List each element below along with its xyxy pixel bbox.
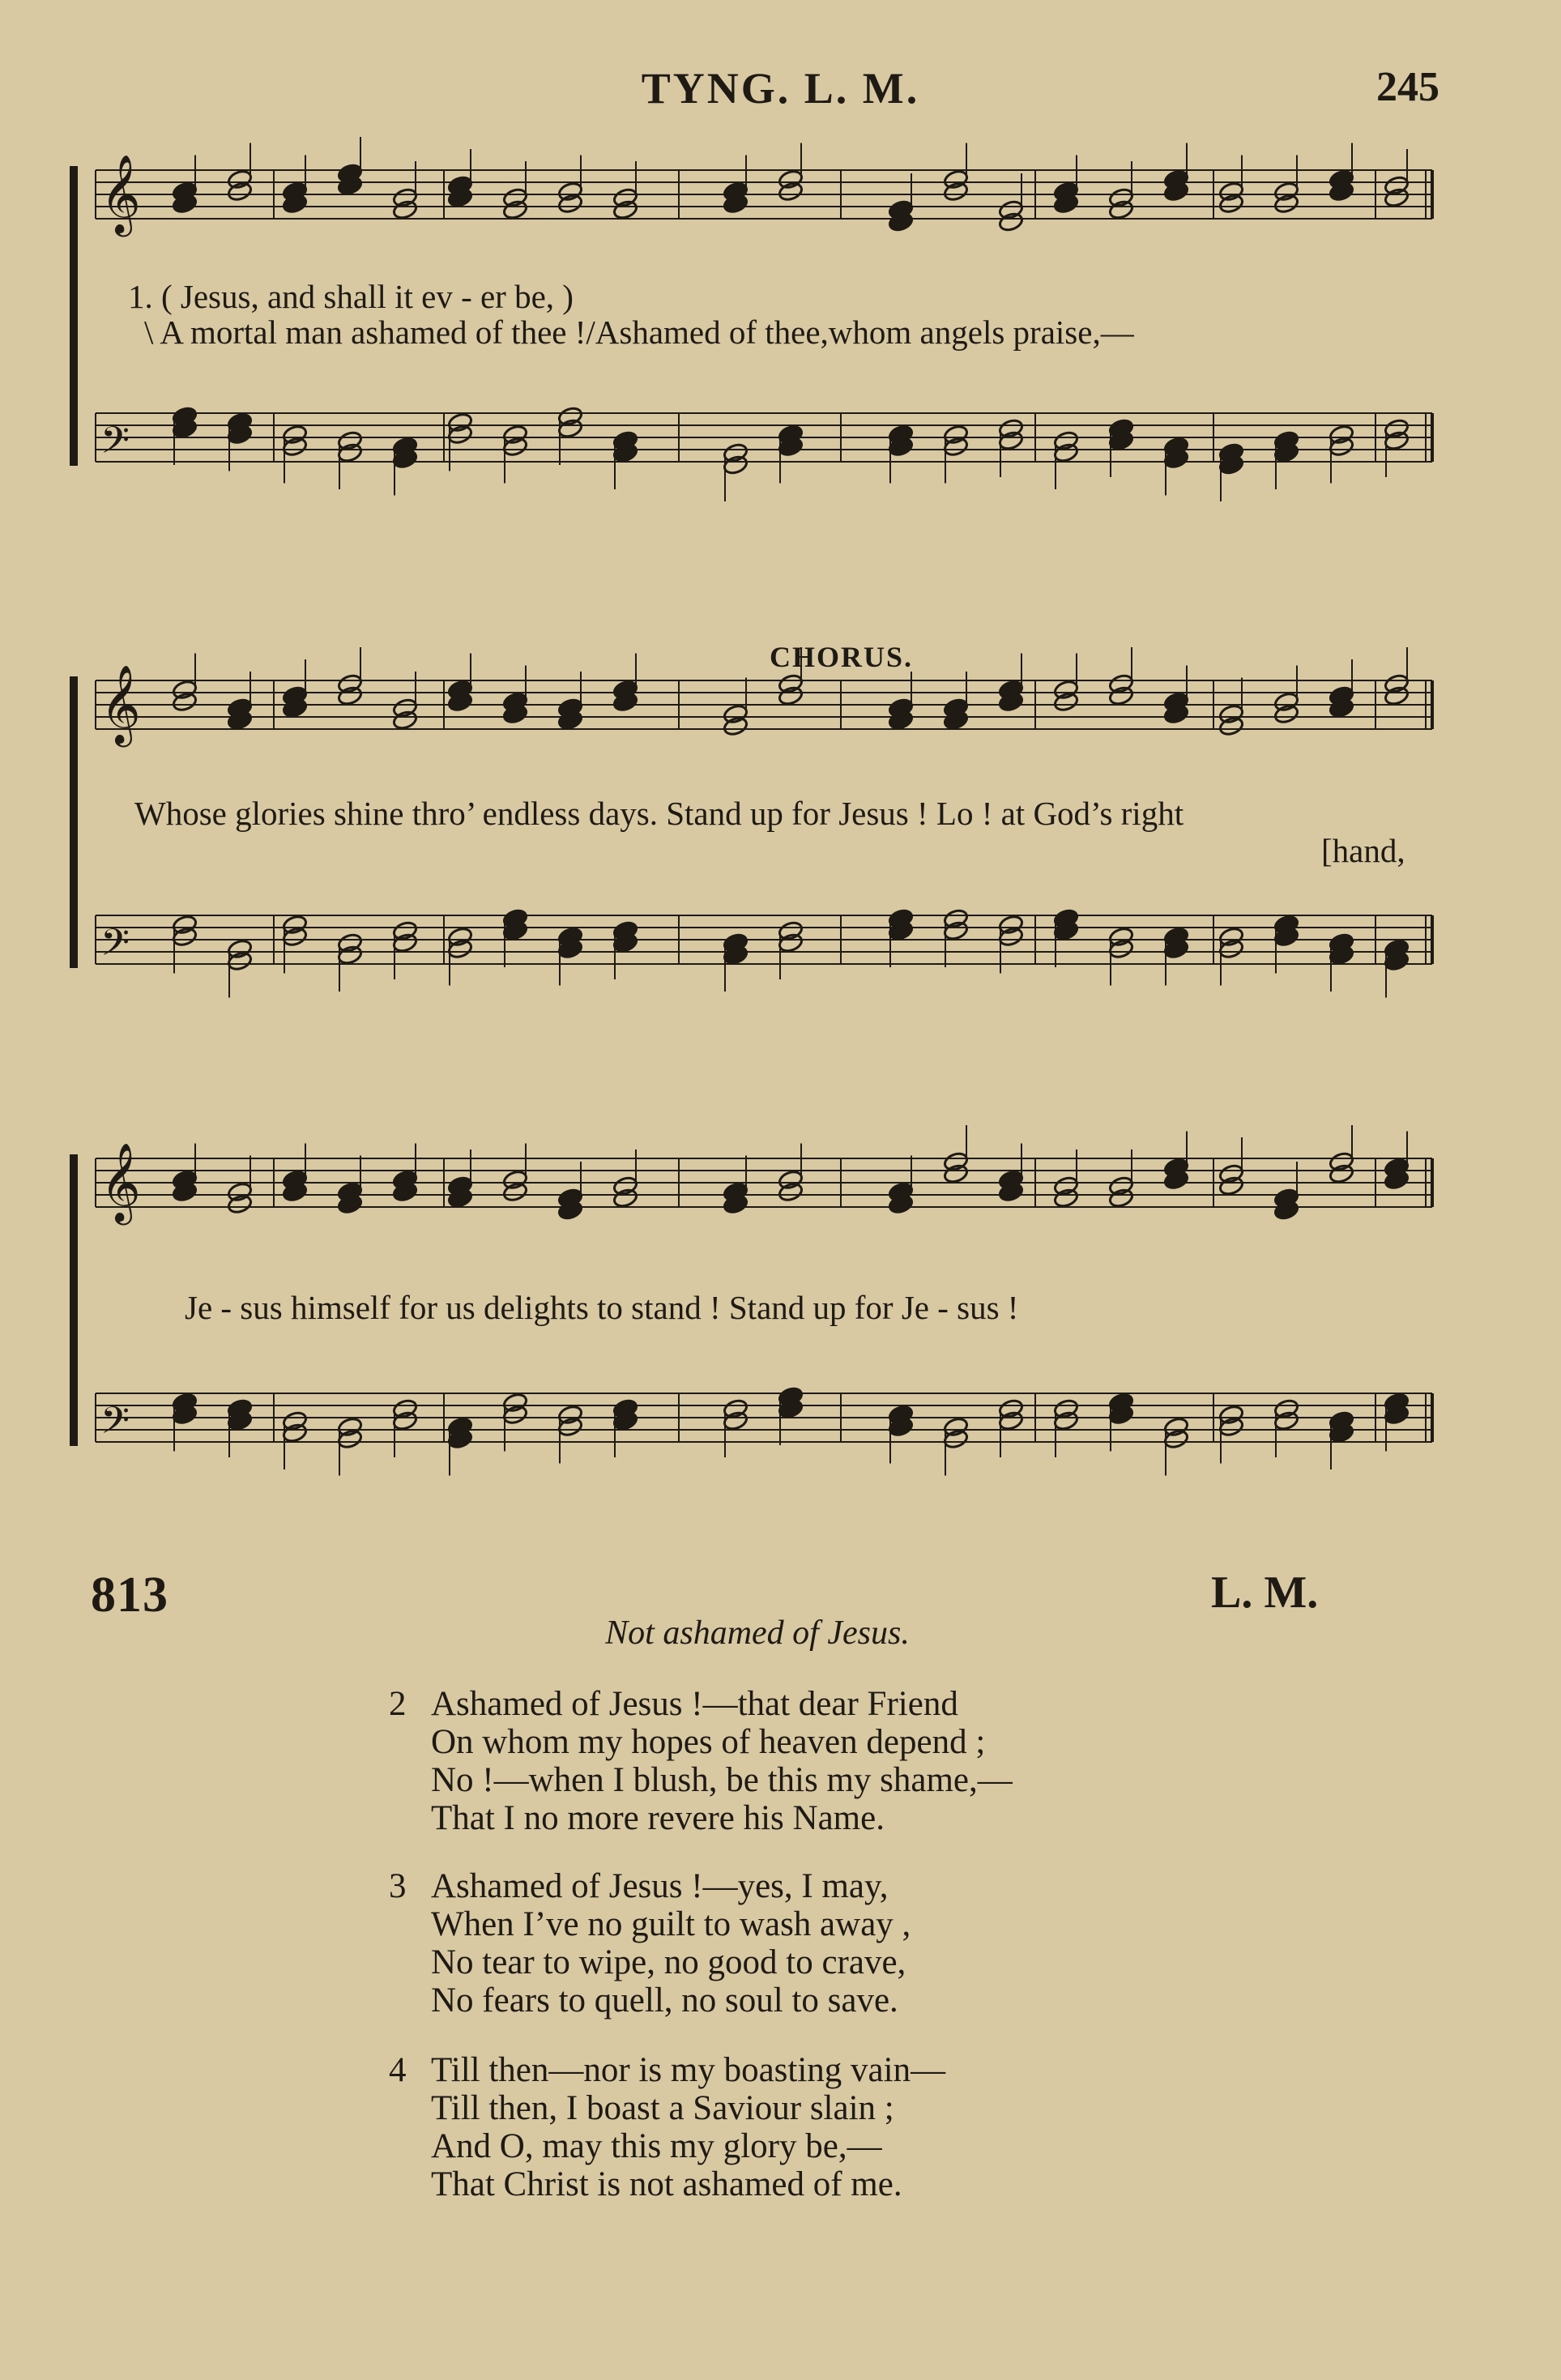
stanza-line [389,2127,945,2165]
verse-text: And O, may this my glory be,— [431,2127,882,2165]
hymn-meter: L. M. [1211,1567,1319,1618]
stanza-number: 2 [389,1685,407,1723]
music-system-3 [63,1142,1440,1482]
hymn-number: 813 [91,1567,168,1623]
lyric-line: Je - sus himself for us delights to stand ! Stand up for Je - sus ! [185,1289,1019,1326]
music-system-2 [63,640,1440,996]
stanza [389,1685,1013,1837]
verse-text: No !—when I blush, be this my shame,— [431,1761,1013,1799]
stanza-line [389,1761,1013,1799]
stanza-line [389,1723,1013,1761]
svg-text:𝄢: 𝄢 [100,1399,130,1452]
svg-text:𝄞: 𝄞 [100,1142,141,1222]
verse-text: Ashamed of Jesus !—yes, I may, [431,1867,889,1905]
svg-text:𝄞: 𝄞 [100,154,141,233]
verse-text: No tear to wipe, no good to crave, [431,1943,906,1981]
page-number: 245 [1376,64,1439,110]
music-system-1 [63,154,1440,494]
stanza-line [389,1943,911,1981]
stanza-number: 3 [389,1867,407,1905]
lyric-line: 1. ( Jesus, and shall it ev - er be, ) [128,278,574,315]
svg-text:𝄞: 𝄞 [100,664,141,744]
verse-text: No fears to quell, no soul to save. [431,1981,898,2020]
stanza-line [389,1685,1013,1723]
lyric-line: Whose glories shine thro’ endless days. Stand up for Jesus ! Lo ! at God’s right [134,795,1184,832]
stanza-number: 4 [389,2051,407,2089]
stanza [389,2051,945,2203]
verse-text: Ashamed of Jesus !—that dear Friend [431,1685,958,1723]
verse-text: Till then, I boast a Saviour slain ; [431,2089,894,2127]
verse-text: On whom my hopes of heaven depend ; [431,1723,986,1761]
svg-text:𝄢: 𝄢 [100,921,130,974]
verse-text: Till then—nor is my boasting vain— [431,2051,946,2089]
hymn-subtitle: Not ashamed of Jesus. [605,1614,910,1652]
stanza-line [389,1981,911,2020]
stanza [389,1867,911,2020]
stanza-line [389,2089,945,2127]
tune-title: TYNG. L. M. [641,64,920,113]
svg-text:𝄢: 𝄢 [100,419,130,471]
chorus-label: CHORUS. [770,641,914,673]
stanza-line [389,2165,945,2203]
verse-text: That Christ is not ashamed of me. [431,2165,902,2203]
stanza-line [389,1799,1013,1837]
stanza-line [389,1905,911,1943]
lyric-line: \ A mortal man ashamed of thee !/Ashamed of thee,whom angels praise,— [144,313,1134,351]
stanza-line [389,2051,945,2089]
stanza-line [389,1867,911,1905]
verse-text: That I no more revere his Name. [431,1799,885,1837]
verse-text: When I’ve no guilt to wash away , [431,1905,911,1943]
lyric-line: [hand, [1321,832,1405,869]
